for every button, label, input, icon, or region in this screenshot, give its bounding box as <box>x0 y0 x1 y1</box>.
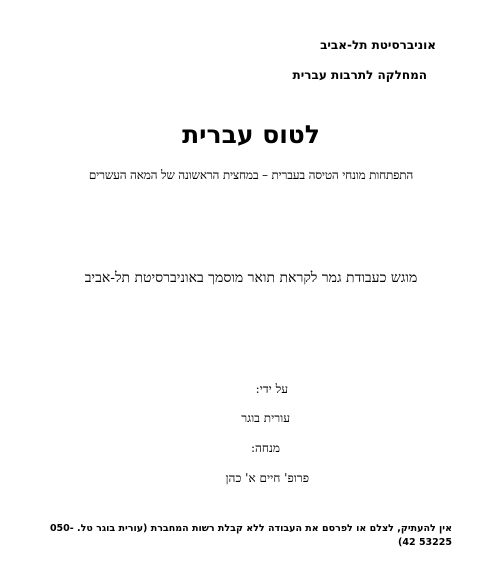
thesis-subtitle: התפתחות מונחי הטיסה בעברית – במחצית הראשונה של המאה העשרים <box>88 168 414 182</box>
advisor-name: פרופ' חיים א' כהן <box>225 471 309 485</box>
thesis-title: לטוס עברית <box>182 120 320 149</box>
university-name: אוניברסיטת תל-אביב <box>320 38 436 52</box>
advisor-label: מנחה: <box>250 441 280 455</box>
department-name: המחלקה לתרבות עברית <box>292 68 427 82</box>
author-name: עורית בוגר <box>241 411 290 425</box>
submission-statement: מוגש כעבודת גמר לקראת תואר מוסמך באוניברסיטת תל-אביב <box>84 270 418 286</box>
copyright-notice: אין להעתיק, לצלם או לפרסם את העבודה ללא קבלת רשות המחברת (עורית בוגר טל. 050-53225 42) <box>49 523 452 548</box>
by-label: על ידי: <box>255 382 288 396</box>
